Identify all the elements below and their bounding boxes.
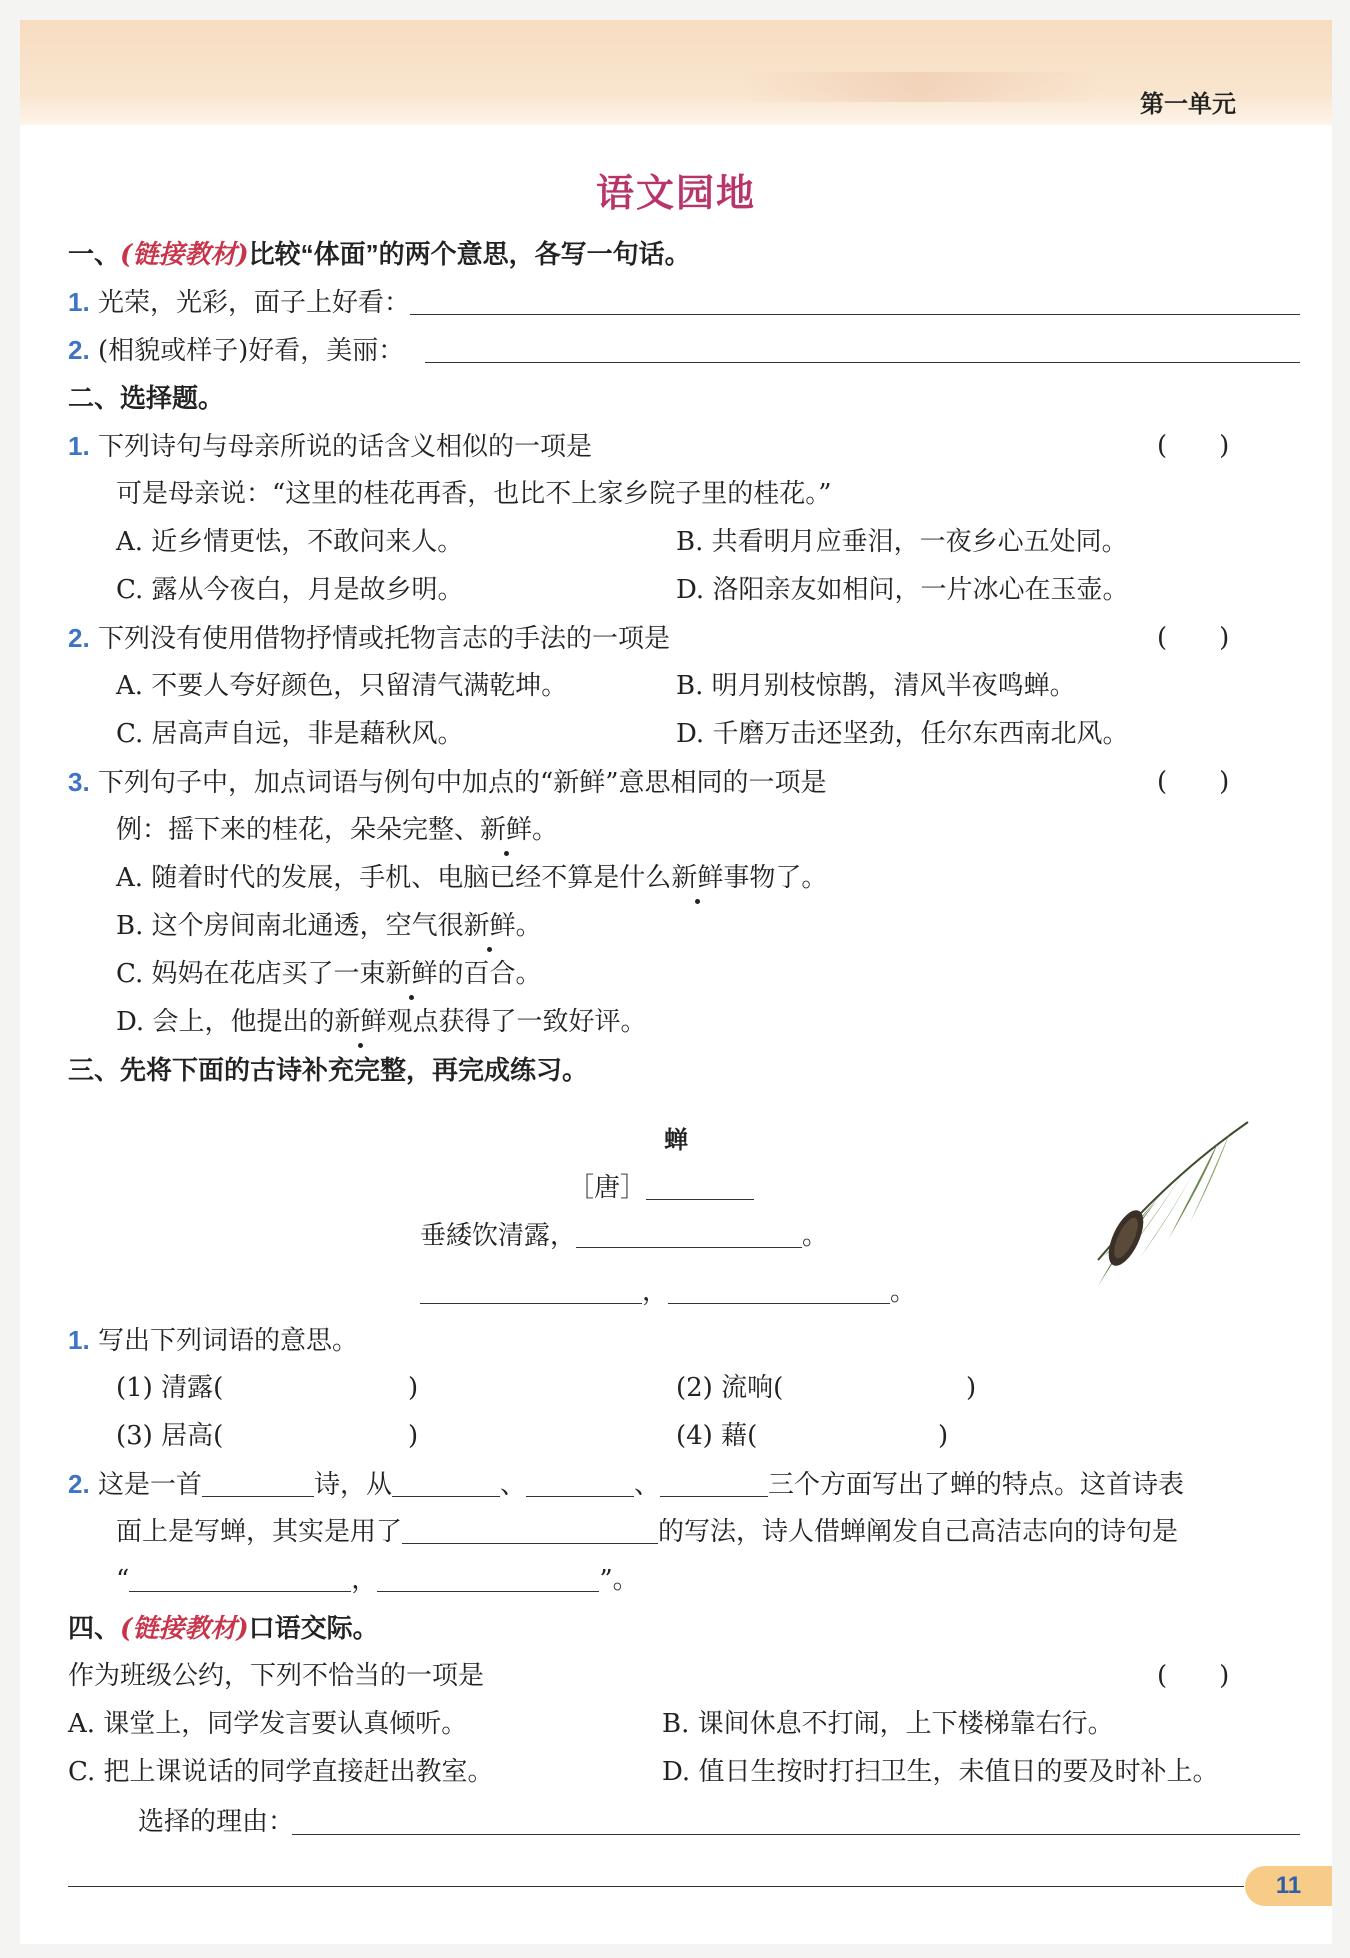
word-4[interactable] <box>676 1416 757 1456</box>
question-text: (相貌或样子)好看，美丽： <box>97 336 405 366</box>
poem-author-line <box>568 1168 754 1208</box>
answer-blank[interactable] <box>526 1468 634 1497</box>
s3-question-1 <box>68 1320 358 1361</box>
poem-line-2 <box>420 1272 916 1312</box>
word-label: (1) 清露( <box>116 1373 224 1403</box>
poem-punct: ， <box>642 1277 669 1307</box>
option-c[interactable]: C. 把上课说话的同学直接赶出教室。 <box>68 1757 494 1787</box>
s2-question-1 <box>68 426 592 467</box>
dynasty-label: ［唐］ <box>568 1173 647 1203</box>
option-text: 的百合。 <box>437 959 542 989</box>
dotted-word: 新鲜 <box>386 954 438 994</box>
question-text: 下列句子中，加点词语与例句中加点的“新鲜”意思相同的一项是 <box>97 768 827 798</box>
poem-punct: 。 <box>890 1277 917 1307</box>
question-text: 下列诗句与母亲所说的话含义相似的一项是 <box>97 432 592 462</box>
section-text: 口语交际。 <box>248 1613 379 1643</box>
reason-label: 选择的理由： <box>138 1807 295 1837</box>
word-3[interactable] <box>116 1416 223 1456</box>
option-b[interactable] <box>116 906 542 946</box>
question-text: 面上是写蝉，其实是用了 <box>116 1517 403 1547</box>
word-4-close: ) <box>938 1421 949 1451</box>
answer-blank[interactable] <box>402 1515 658 1544</box>
cicada-leaf-illustration <box>1068 1110 1258 1290</box>
section-4-heading <box>68 1608 379 1649</box>
quote-text: 可是母亲说：“这里的桂花再香，也比不上家乡院子里的桂花。” <box>116 479 832 509</box>
quote-mark: ”。 <box>599 1565 639 1595</box>
question-number: 2. <box>68 335 90 365</box>
s3-question-2-line-2 <box>116 1512 1178 1552</box>
question-number: 1. <box>68 1325 90 1355</box>
answer-blank[interactable] <box>377 1563 599 1592</box>
poem-line-1 <box>420 1216 828 1256</box>
section-number: 四、 <box>68 1613 121 1643</box>
answer-parentheses[interactable]: ( ) <box>1157 431 1230 461</box>
option-text: 。 <box>515 911 542 941</box>
answer-blank[interactable] <box>392 1468 500 1497</box>
option-c[interactable]: C. 露从今夜白，月是故乡明。 <box>116 575 464 605</box>
example-text: 。 <box>532 815 559 845</box>
s3-question-2-line-1 <box>68 1464 1184 1505</box>
word-label: (2) 流响( <box>676 1373 784 1403</box>
unit-label: 第一单元 <box>1140 91 1236 118</box>
section-2-heading: 二、选择题。 <box>68 383 225 413</box>
s1-question-2 <box>68 330 404 371</box>
section-number: 一、 <box>68 239 121 269</box>
word-2[interactable] <box>676 1368 783 1408</box>
option-d[interactable]: D. 千磨万击还坚劲，任尔东西南北风。 <box>676 719 1129 749</box>
page-title: 语文园地 <box>595 173 756 215</box>
answer-parentheses[interactable]: ( ) <box>1157 1661 1230 1691</box>
word-1[interactable] <box>116 1368 223 1408</box>
s3-question-2-line-3 <box>116 1560 639 1600</box>
quote-mark: “ <box>116 1565 130 1595</box>
example-text: 例：摇下来的桂花，朵朵完整、 <box>116 815 481 845</box>
option-text: 观点获得了一致好评。 <box>386 1007 647 1037</box>
option-a[interactable]: A. 课堂上，同学发言要认真倾听。 <box>68 1709 468 1739</box>
option-a[interactable]: A. 不要人夸好颜色，只留清气满乾坤。 <box>116 671 568 701</box>
word-1-close: ) <box>408 1373 419 1403</box>
answer-blank[interactable] <box>660 1468 768 1497</box>
poem-blank[interactable] <box>668 1275 890 1304</box>
option-b[interactable]: B. 明月别枝惊鹊，清风半夜鸣蝉。 <box>676 671 1076 701</box>
question-text: 这是一首 <box>97 1470 202 1500</box>
answer-parentheses[interactable]: ( ) <box>1157 767 1230 797</box>
question-number: 3. <box>68 767 90 797</box>
poem-punct: 。 <box>802 1221 829 1251</box>
question-text: 诗，从 <box>313 1470 392 1500</box>
question-text: 三个方面写出了蝉的特点。这首诗表 <box>768 1470 1185 1500</box>
question-text: 、 <box>499 1470 526 1500</box>
s2-question-3 <box>68 762 827 803</box>
poem-text: 垂緌饮清露， <box>420 1221 577 1251</box>
question-text: 、 <box>634 1470 661 1500</box>
dotted-word: 新鲜 <box>671 858 723 898</box>
word-label: (4) 藉( <box>676 1421 758 1451</box>
answer-line[interactable] <box>292 1834 1300 1835</box>
section-3-heading: 三、先将下面的古诗补充完整，再完成练习。 <box>68 1055 589 1085</box>
option-text: D. 会上，他提出的 <box>116 1007 335 1037</box>
footer-divider <box>68 1886 1244 1887</box>
option-a[interactable]: A. 近乡情更怯，不敢问来人。 <box>116 527 464 557</box>
answer-blank[interactable] <box>202 1468 314 1497</box>
example-sentence <box>116 810 558 850</box>
option-d[interactable] <box>116 1002 646 1042</box>
answer-line[interactable] <box>410 314 1300 315</box>
word-3-close: ) <box>408 1421 419 1451</box>
poem-title: 蝉 <box>664 1127 688 1154</box>
worksheet-page <box>20 20 1332 1944</box>
answer-line[interactable] <box>425 362 1300 363</box>
poem-blank[interactable] <box>576 1219 802 1248</box>
quote-punct: ， <box>351 1565 378 1595</box>
page-number: 11 <box>1245 1866 1332 1906</box>
textbook-link-tag: (链接教材) <box>120 240 249 270</box>
option-text: A. 随着时代的发展，手机、电脑已经不算是什么 <box>116 863 672 893</box>
option-c[interactable] <box>116 954 542 994</box>
option-d[interactable]: D. 洛阳亲友如相问，一片冰心在玉壶。 <box>676 575 1129 605</box>
section-1-heading <box>68 234 691 275</box>
question-number: 2. <box>68 1469 90 1499</box>
question-number: 2. <box>68 623 90 653</box>
question-text: 的写法，诗人借蝉阐发自己高洁志向的诗句是 <box>658 1517 1179 1547</box>
question-number: 1. <box>68 287 90 317</box>
option-b[interactable]: B. 共看明月应垂泪，一夜乡心五处同。 <box>676 527 1128 557</box>
dotted-word: 新鲜 <box>334 1002 386 1042</box>
answer-parentheses[interactable]: ( ) <box>1157 623 1230 653</box>
poem-blank[interactable] <box>420 1275 642 1304</box>
option-b[interactable]: B. 课间休息不打闹，上下楼梯靠右行。 <box>662 1709 1114 1739</box>
section-text: 比较“体面”的两个意思，各写一句话。 <box>248 239 691 269</box>
word-2-close: ) <box>966 1373 977 1403</box>
option-a[interactable] <box>116 858 827 898</box>
option-text: B. 这个房间南北通透，空气很 <box>116 911 464 941</box>
s2-question-2 <box>68 618 670 659</box>
question-text: 写出下列词语的意思。 <box>97 1326 358 1356</box>
answer-blank[interactable] <box>129 1563 351 1592</box>
question-text: 下列没有使用借物抒情或托物言志的手法的一项是 <box>97 624 670 654</box>
dotted-word: 新鲜 <box>480 810 532 850</box>
question-number: 1. <box>68 431 90 461</box>
textbook-link-tag: (链接教材) <box>120 1614 249 1644</box>
option-d[interactable]: D. 值日生按时打扫卫生，未值日的要及时补上。 <box>662 1757 1219 1787</box>
option-text: 事物了。 <box>723 863 828 893</box>
option-c[interactable]: C. 居高声自远，非是藉秋风。 <box>116 719 464 749</box>
s4-question: 作为班级公约，下列不恰当的一项是 <box>68 1661 485 1691</box>
word-label: (3) 居高( <box>116 1421 224 1451</box>
author-blank[interactable] <box>646 1171 754 1200</box>
dotted-word: 新鲜 <box>464 906 516 946</box>
question-text: 光荣，光彩，面子上好看： <box>97 288 410 318</box>
banner-watermark <box>740 72 1100 102</box>
header-banner <box>20 20 1332 125</box>
s1-question-1 <box>68 282 410 323</box>
option-text: C. 妈妈在花店买了一束 <box>116 959 386 989</box>
